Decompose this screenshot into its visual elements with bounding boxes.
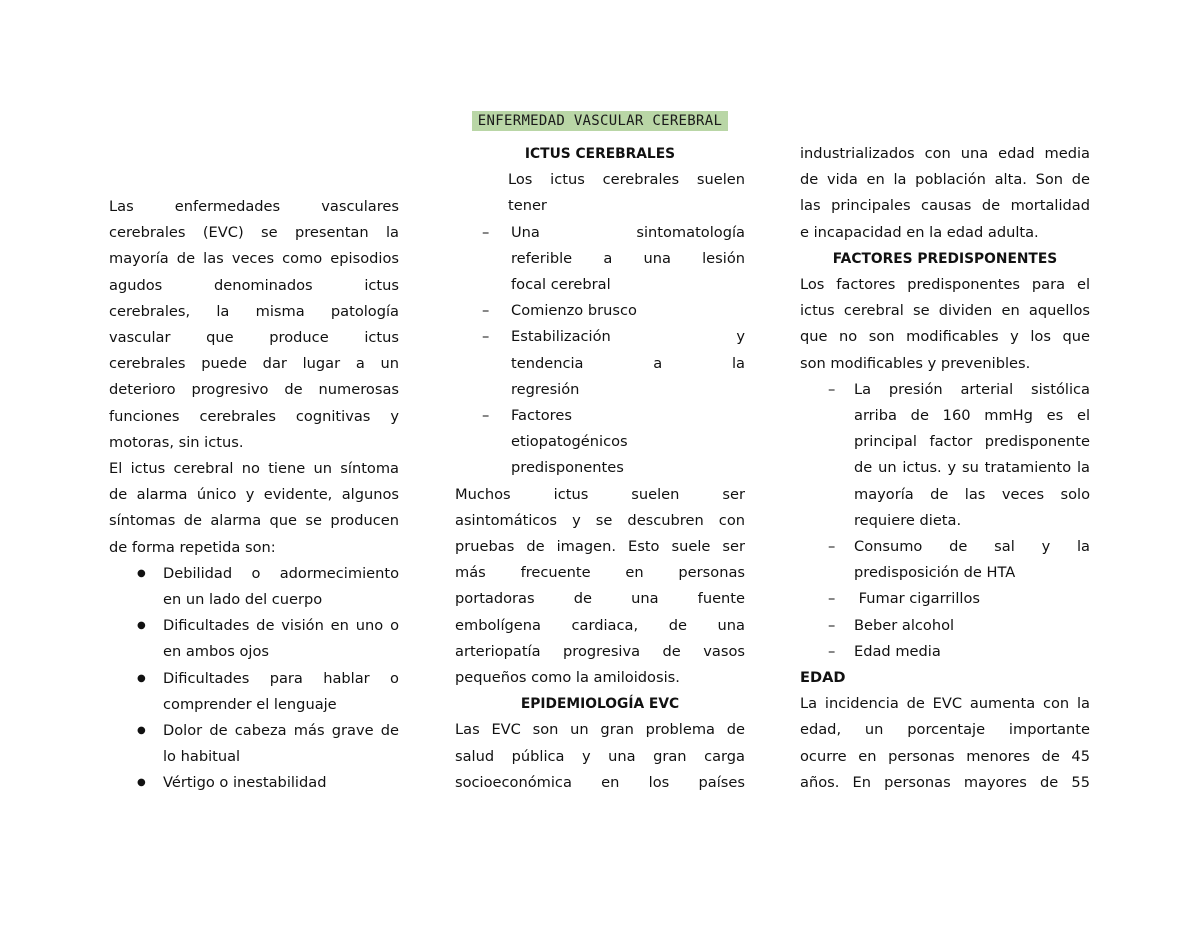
text-line: focal cerebral xyxy=(511,276,611,294)
text-line: Estabilización y xyxy=(511,328,745,346)
text-line: ictus cerebral se dividen en aquellos xyxy=(800,302,1090,320)
text-line: cerebrales puede dar lugar a un xyxy=(109,355,399,373)
dash-icon: – xyxy=(482,328,490,346)
list-item xyxy=(800,534,1090,586)
risk-factors-paragraph xyxy=(800,272,1090,377)
list-item xyxy=(109,718,399,770)
text-line: La presión arterial sistólica xyxy=(854,380,1090,398)
text-line: de forma repetida son: xyxy=(109,538,276,556)
list-item xyxy=(800,639,1090,665)
epidemiology-paragraph xyxy=(455,717,745,796)
column-1 xyxy=(109,194,399,797)
asymptomatic-paragraph xyxy=(455,482,745,692)
dash-icon: – xyxy=(482,407,490,425)
text-line: arriba de 160 mmHg es el xyxy=(854,407,1090,425)
text-line: en ambos ojos xyxy=(163,643,269,661)
text-line: edad, un porcentaje importante xyxy=(800,721,1090,739)
list-item xyxy=(800,586,1090,612)
text-line: en un lado del cuerpo xyxy=(163,591,323,609)
intro-paragraph xyxy=(109,194,399,456)
text-line: síntomas de alarma que se producen xyxy=(109,512,399,530)
section-heading-ictus: ICTUS CEREBRALES xyxy=(524,146,676,162)
text-line: regresión xyxy=(511,380,580,398)
text-line: Las enfermedades vasculares xyxy=(109,198,399,215)
text-line: tendencia a la xyxy=(511,354,745,372)
text-line: Factores xyxy=(511,407,572,425)
text-line: predisponentes xyxy=(511,459,624,477)
text-line: comprender el lenguaje xyxy=(163,695,337,713)
text-line: industrializados con una edad media xyxy=(800,145,1090,162)
dash-icon: – xyxy=(828,380,836,398)
list-item xyxy=(109,613,399,665)
list-item xyxy=(109,666,399,718)
text-line: tener xyxy=(508,197,547,215)
list-item xyxy=(109,561,399,613)
text-line: más frecuente en personas xyxy=(455,564,745,582)
text-line: asintomáticos y se descubren con xyxy=(455,511,745,529)
text-line: de vida en la población alta. Son de xyxy=(800,171,1090,189)
dash-icon: – xyxy=(828,642,836,660)
text-line: Muchos ictus suelen ser xyxy=(455,485,745,503)
text-line: Edad media xyxy=(854,642,941,660)
list-item xyxy=(109,770,399,796)
text-line: requiere dieta. xyxy=(854,511,962,529)
document-title: ENFERMEDAD VASCULAR CEREBRAL xyxy=(472,111,728,131)
dash-icon: – xyxy=(828,590,836,608)
bullet-icon: ● xyxy=(137,725,146,737)
text-line: de un ictus. y su tratamiento la xyxy=(854,459,1090,477)
section-heading-age: EDAD xyxy=(800,669,846,687)
symptom-list xyxy=(109,561,399,797)
text-line: Comienzo brusco xyxy=(511,302,637,320)
title-wrap xyxy=(0,111,1200,131)
text-line: embolígena cardiaca, de una xyxy=(455,616,745,634)
text-line: vascular que produce ictus xyxy=(109,329,399,347)
text-line: La incidencia de EVC aumenta con la xyxy=(800,695,1090,713)
text-line: Dificultades de visión en uno o xyxy=(163,617,399,635)
bullet-icon: ● xyxy=(137,777,146,789)
section-heading-epidemiology: EPIDEMIOLOGÍA EVC xyxy=(520,696,680,713)
text-line: de alarma único y evidente, algunos xyxy=(109,486,399,504)
text-line: etiopatogénicos xyxy=(511,433,628,451)
list-item xyxy=(455,298,745,324)
text-line: ocurre en personas menores de 45 xyxy=(800,747,1090,765)
bullet-icon: ● xyxy=(137,672,146,684)
text-line: Dificultades para hablar o xyxy=(163,669,399,687)
section-heading-risk-factors: FACTORES PREDISPONENTES xyxy=(832,250,1058,267)
text-line: las principales causas de mortalidad xyxy=(800,197,1090,215)
epidemiology-continuation xyxy=(800,141,1090,246)
text-line: años. En personas mayores de 55 xyxy=(800,773,1090,791)
text-line: Vértigo o inestabilidad xyxy=(163,774,327,792)
text-line: pequeños como la amiloidosis. xyxy=(455,669,680,687)
list-item xyxy=(455,220,745,299)
bullet-icon: ● xyxy=(137,620,146,632)
list-item xyxy=(455,324,745,403)
bullet-icon: ● xyxy=(137,567,146,579)
text-line: deterioro progresivo de numerosas xyxy=(109,381,399,399)
column-2 xyxy=(455,141,745,796)
text-line: salud pública y una gran carga xyxy=(455,747,745,765)
text-line: portadoras de una fuente xyxy=(455,590,745,608)
list-item xyxy=(800,377,1090,534)
text-line: que no son modificables y los que xyxy=(800,328,1090,346)
dash-icon: – xyxy=(482,223,490,241)
text-line: El ictus cerebral no tiene un síntoma xyxy=(109,460,399,478)
text-line: mayoría de las veces como episodios xyxy=(109,250,399,268)
text-line: Debilidad o adormecimiento xyxy=(163,564,399,582)
text-line: mayoría de las veces solo xyxy=(854,485,1090,503)
text-line: Consumo de sal y la xyxy=(854,538,1090,556)
text-line: Beber alcohol xyxy=(854,616,955,634)
text-line: socioeconómica en los países xyxy=(455,773,745,791)
list-item xyxy=(455,403,745,482)
text-line: Las EVC son un gran problema de xyxy=(455,721,745,739)
list-item xyxy=(800,613,1090,639)
text-line: pruebas de imagen. Esto suele ser xyxy=(455,538,745,556)
text-line: Fumar cigarrillos xyxy=(854,590,981,608)
dash-icon: – xyxy=(482,302,490,320)
ictus-characteristics-list xyxy=(455,220,745,482)
text-line: cerebrales (EVC) se presentan la xyxy=(109,224,399,242)
dash-icon: – xyxy=(828,538,836,556)
alarm-paragraph xyxy=(109,456,399,561)
text-line: principal factor predisponente xyxy=(854,433,1090,451)
text-line: son modificables y prevenibles. xyxy=(800,354,1031,372)
column-3 xyxy=(800,141,1090,796)
text-line: cerebrales, la misma patología xyxy=(109,302,399,320)
text-line: Los factores predisponentes para el xyxy=(800,276,1090,294)
risk-factors-list xyxy=(800,377,1090,665)
text-line: Una sintomatología xyxy=(511,223,745,241)
text-line: agudos denominados ictus xyxy=(109,276,399,294)
text-line: referible a una lesión xyxy=(511,249,745,267)
text-line: predisposición de HTA xyxy=(854,564,1016,582)
text-line: motoras, sin ictus. xyxy=(109,433,244,451)
dash-icon: – xyxy=(828,616,836,634)
text-line: lo habitual xyxy=(163,748,241,766)
text-line: e incapacidad en la edad adulta. xyxy=(800,223,1039,241)
ictus-lead xyxy=(455,167,745,219)
text-line: Dolor de cabeza más grave de xyxy=(163,722,399,740)
text-line: arteriopatía progresiva de vasos xyxy=(455,642,745,660)
text-line: Los ictus cerebrales suelen xyxy=(508,171,745,189)
age-paragraph xyxy=(800,691,1090,796)
text-line: funciones cerebrales cognitivas y xyxy=(109,407,399,425)
